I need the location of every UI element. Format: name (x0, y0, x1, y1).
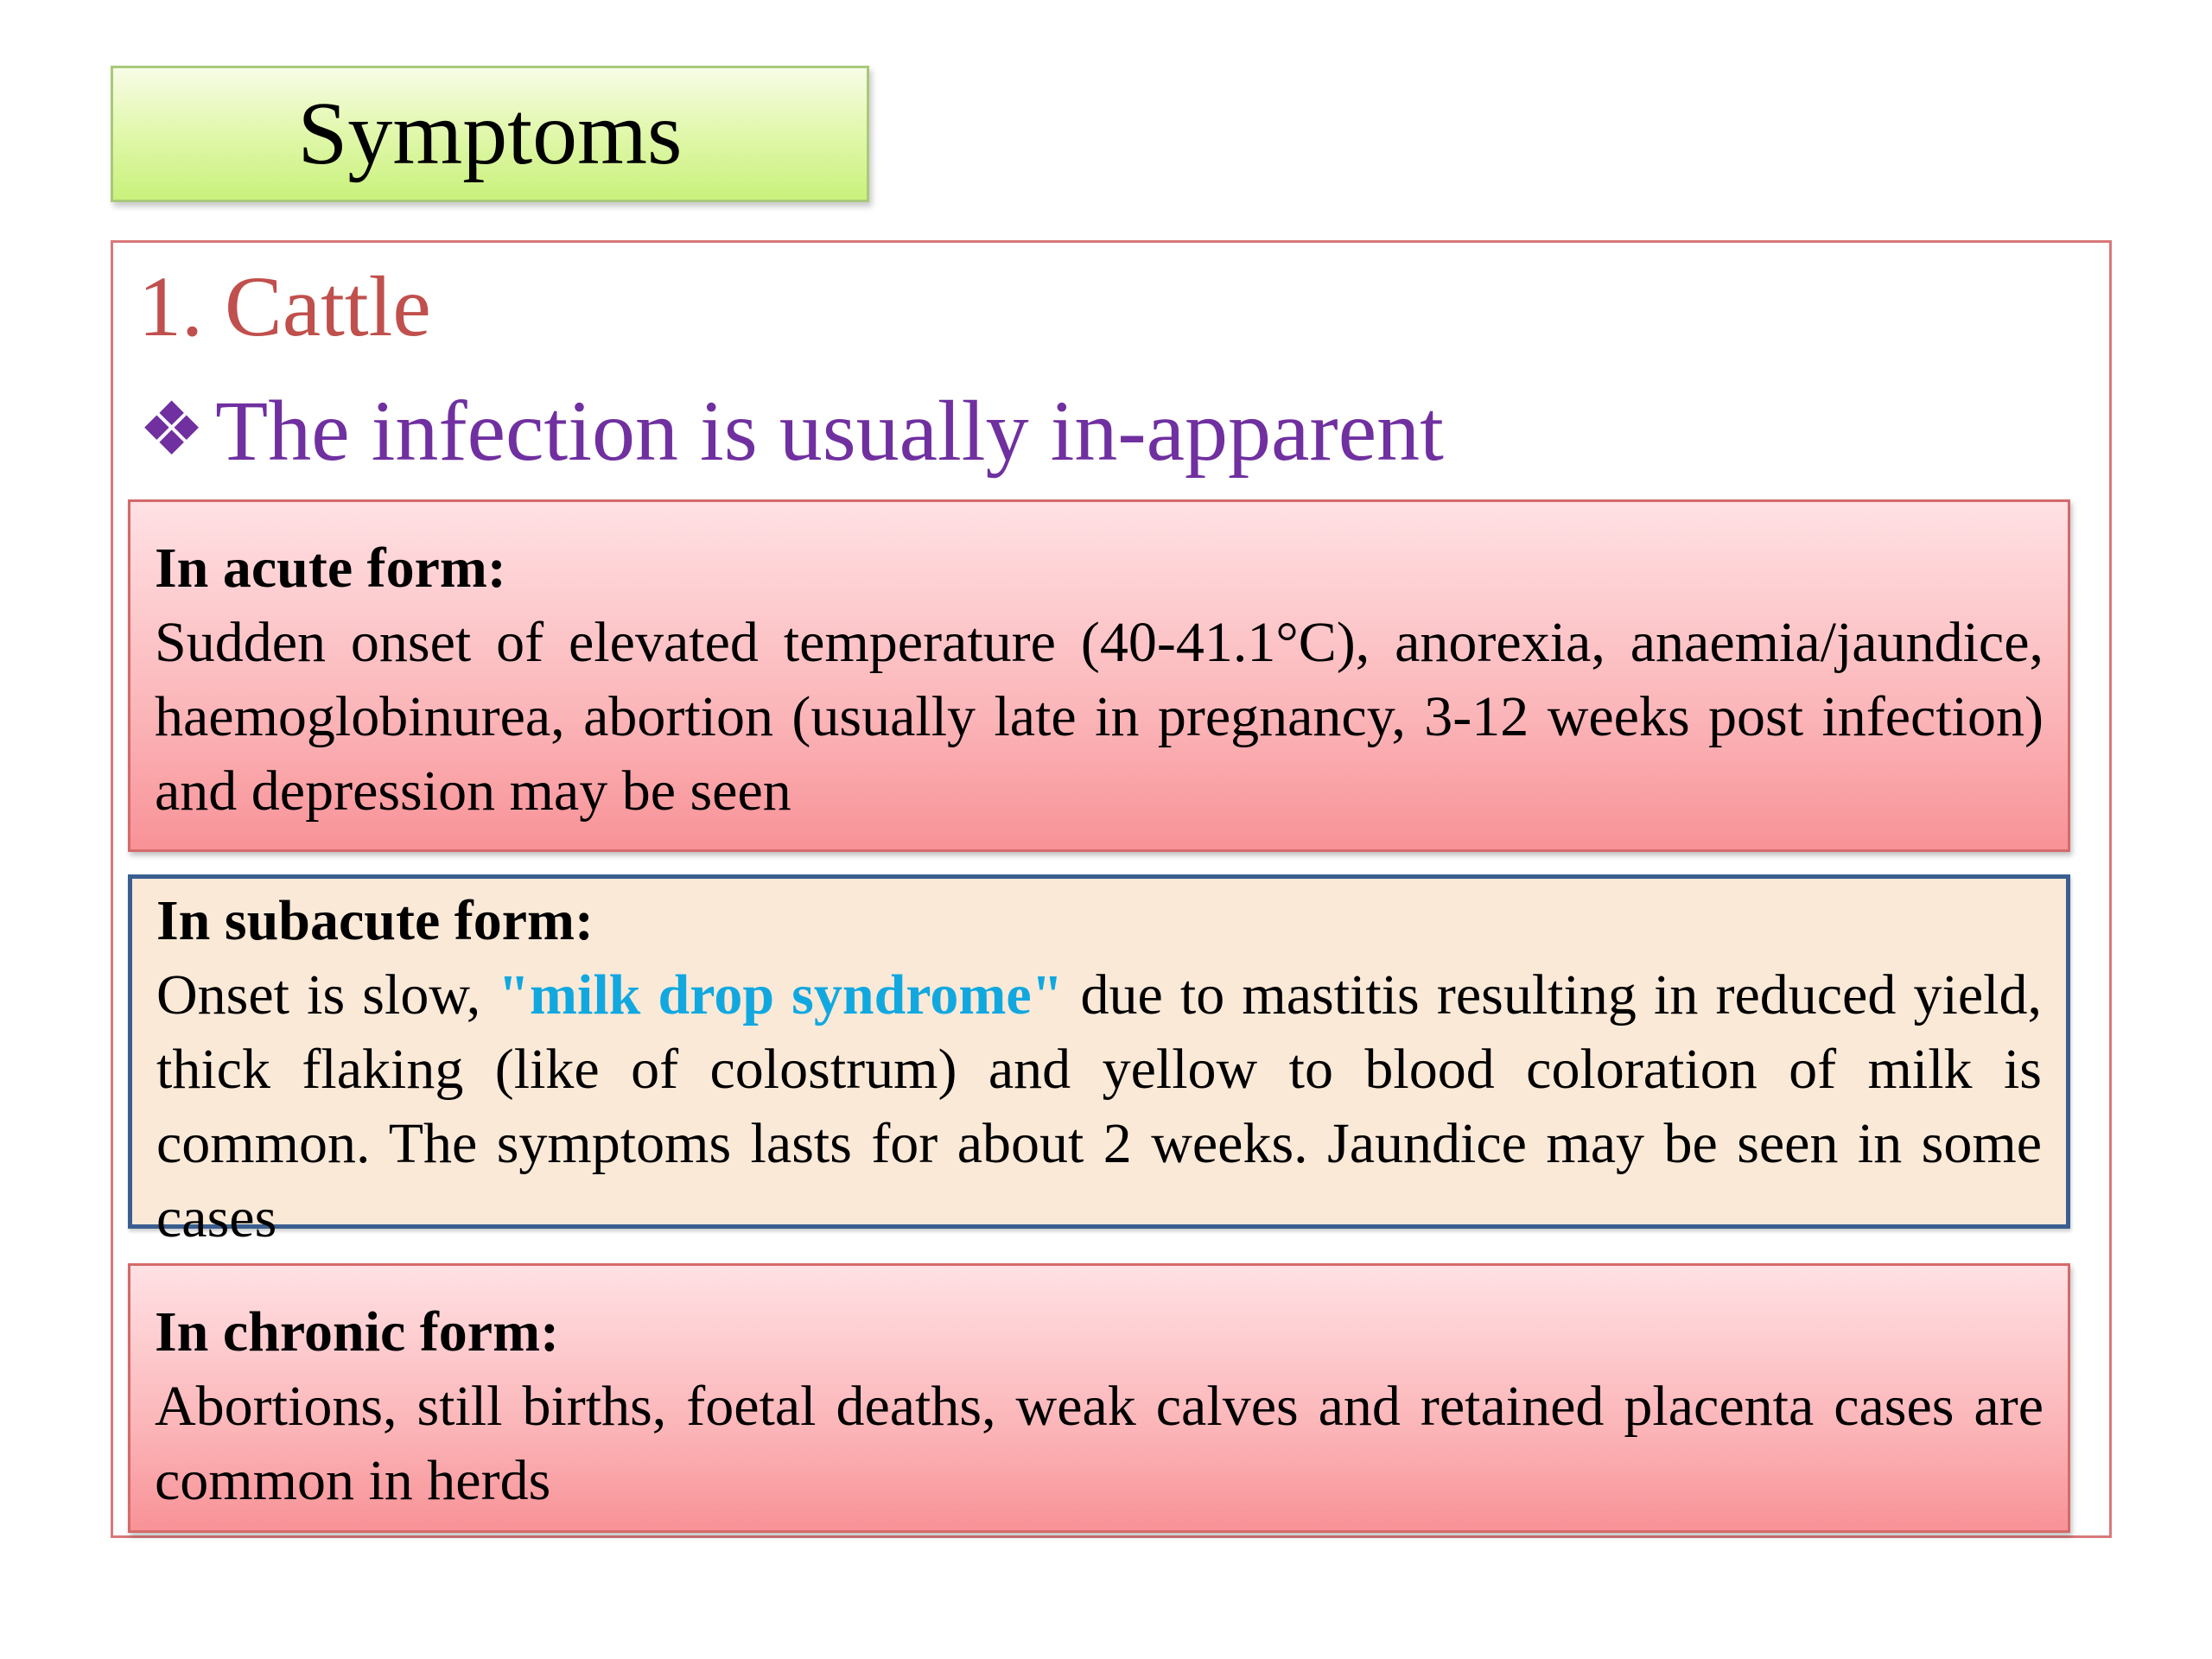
slide-title-box (111, 66, 869, 202)
subacute-form-body (156, 963, 2042, 1249)
acute-form-box (128, 499, 2070, 852)
slide-title: Symptoms (297, 84, 683, 183)
chronic-form-heading: In chronic form: (155, 1300, 560, 1363)
subacute-form-box (128, 874, 2070, 1249)
acute-form-body: Sudden onset of elevated temperature (40-41.1°C), anorexia, anaemia/jaundice, haemoglobinurea, abortion (usually late in pregnancy, 3-12 weeks post infection) and depression may be seen (155, 611, 2044, 823)
subacute-body-end: due to mastitis resulting in reduced yield, thick flaking (like of colostrum) and yellow to blood coloration of milk is common. The symptoms lasts for about 2 weeks. Jaundice may be seen in some cases (156, 963, 2042, 1249)
chronic-form-body: Abortions, still births, foetal deaths, weak calves and retained placenta cases are common in herds (155, 1375, 2044, 1512)
bullet-text: The infection is usually in-apparent (215, 383, 1444, 479)
milk-drop-syndrome-highlight: "milk drop syndrome" (498, 963, 1064, 1027)
bullet-point (138, 384, 1444, 479)
four-diamond-bullet-icon: ❖ (138, 388, 206, 471)
section-heading: 1. Cattle (138, 258, 431, 354)
chronic-form-box (128, 1263, 2070, 1533)
subacute-body-start: Onset is slow, (156, 963, 499, 1027)
acute-form-heading: In acute form: (155, 537, 506, 600)
subacute-form-heading: In subacute form: (156, 889, 594, 952)
